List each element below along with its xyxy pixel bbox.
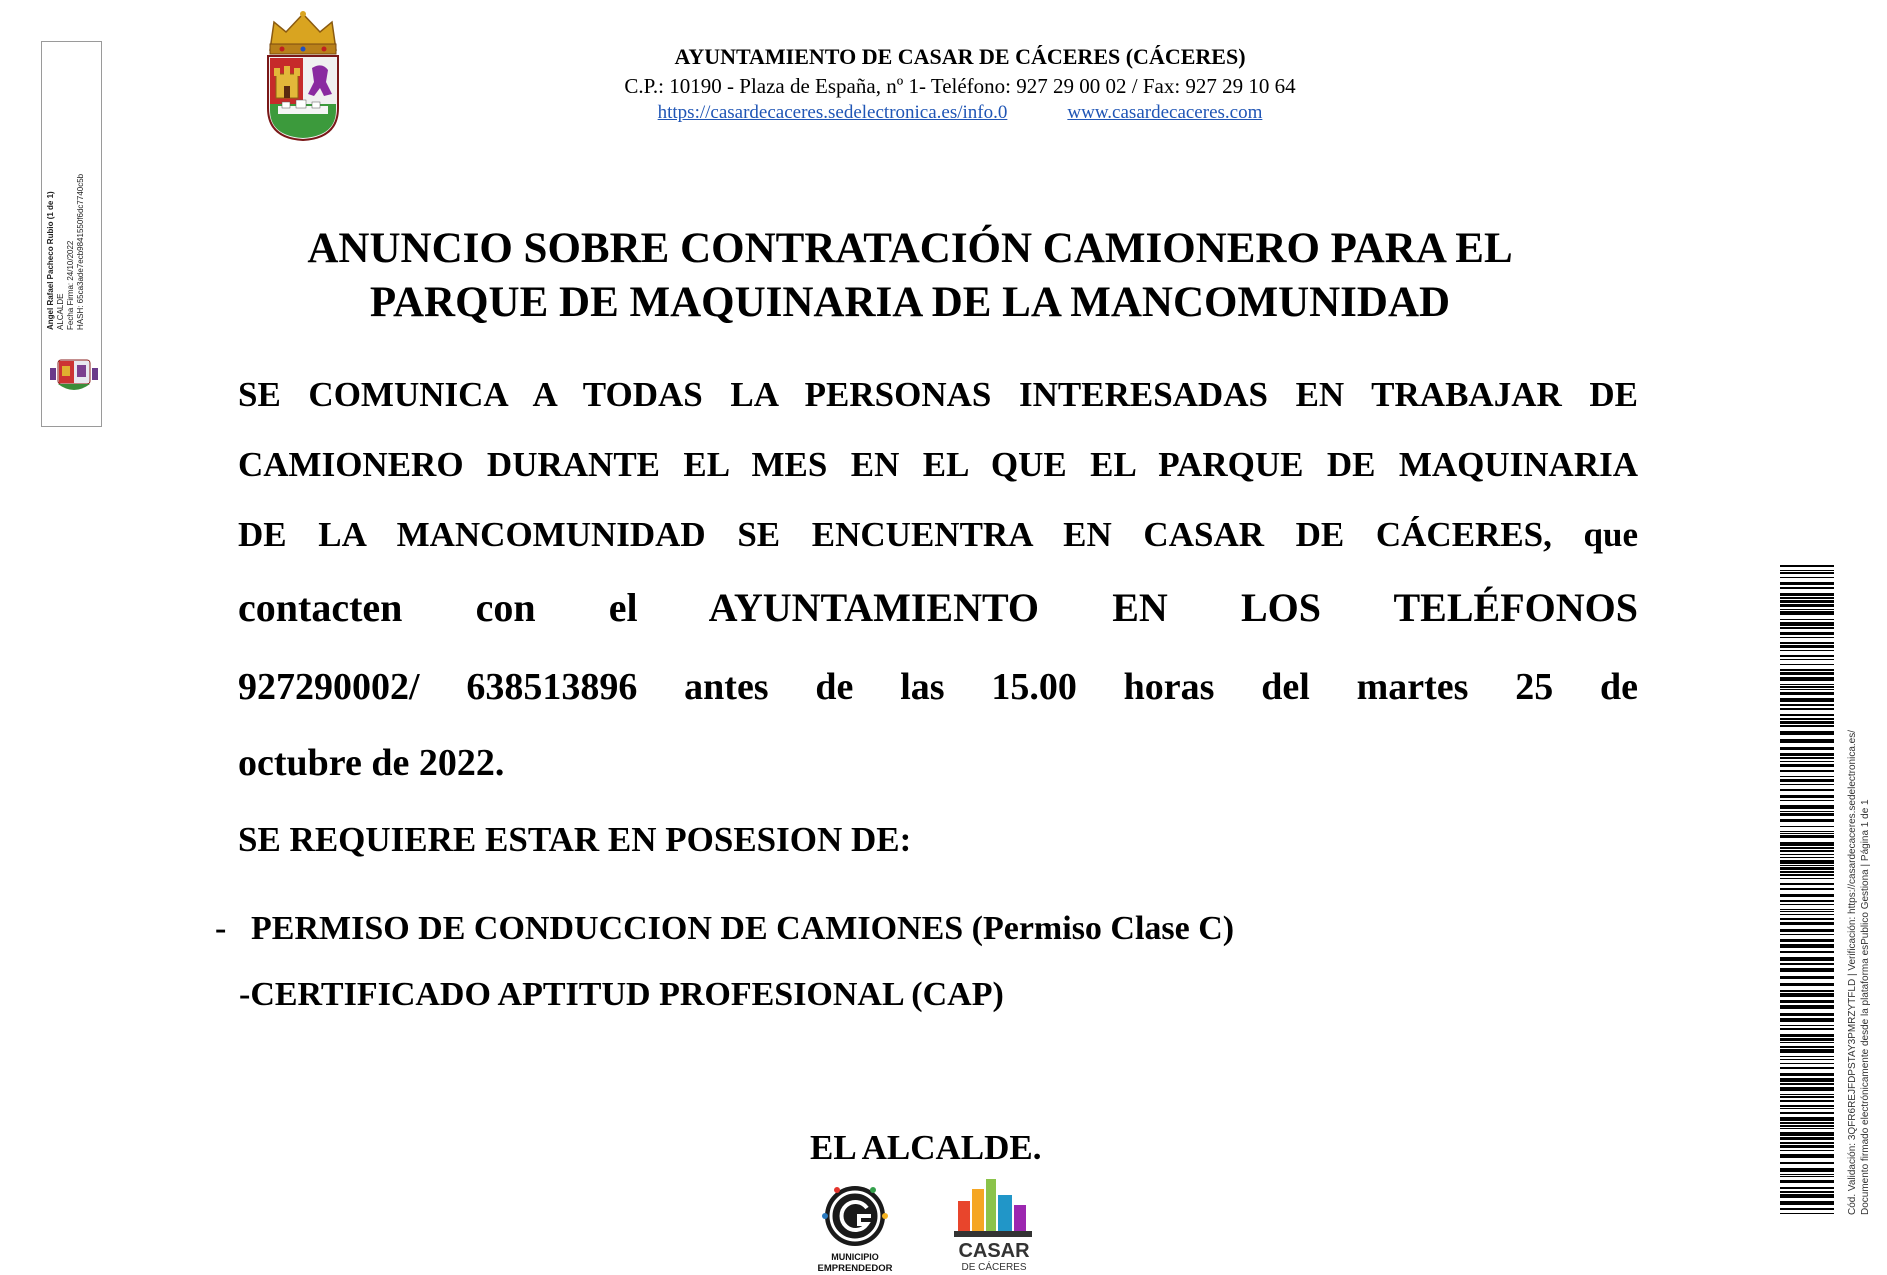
barcode-bar [1780,764,1834,767]
barcode-bar [1780,1083,1834,1085]
barcode-bar [1780,789,1834,791]
barcode-bar [1780,704,1834,706]
barcode-bar [1780,860,1834,864]
small-crest-icon [48,356,100,394]
barcode-bar [1780,659,1834,660]
barcode-bar [1780,835,1834,838]
barcode-bar [1780,968,1834,972]
body-line-5: 927290002/ 638513896 antes de las 15.00 horas del martes 25 de [238,666,1638,708]
barcode-bar [1780,911,1834,912]
barcode-bar [1780,1108,1834,1109]
barcode-bar [1780,1176,1834,1177]
barcode-bar [1780,1191,1834,1193]
municipio-emprendedor-logo [805,1178,905,1274]
barcode-bar [1780,854,1834,855]
barcode-bar [1780,604,1834,607]
barcode-bar [1780,850,1834,852]
barcode-bar [1780,1142,1834,1144]
title-line-2: PARQUE DE MAQUINARIA DE LA MANCOMUNIDAD [369,279,1451,326]
organization-name: AYUNTAMIENTO DE CASAR DE CÁCERES (CÁCERES) [674,44,1246,69]
barcode-bar [1780,689,1834,690]
barcode-bar [1780,1105,1834,1107]
logo1-line-2: EMPRENDEDOR [817,1263,893,1274]
logo2-line-1: CASAR [958,1240,1030,1262]
barcode-bar [1780,587,1834,589]
logo1-line-1: MUNICIPIO [831,1252,879,1262]
barcode-bar [1780,865,1834,866]
body-line-3: DE LA MANCOMUNIDAD SE ENCUENTRA EN CASAR DE CÁCERES, que [238,515,1638,554]
barcode-bar [1780,1208,1834,1210]
body-line-2: CAMIONERO DURANTE EL MES EN EL QUE EL PARQUE DE MAQUINARIA [238,445,1638,484]
barcode-bar [1780,1049,1834,1053]
barcode-bar [1780,990,1834,992]
logo2-line-2: DE CÁCERES [961,1262,1027,1273]
barcode-bar [1780,669,1834,671]
barcode-bar [1780,597,1834,599]
barcode-bar [1780,776,1834,777]
barcode-bar [1780,650,1834,651]
barcode-bar [1780,1000,1834,1003]
barcode-bar [1780,909,1834,910]
casar-de-caceres-logo [940,1175,1050,1275]
barcode-bar [1780,1117,1834,1121]
signoff: EL ALCALDE. [810,1128,1042,1167]
barcode-bar [1780,900,1834,902]
barcode-bar [1780,1018,1834,1022]
barcode-bar [1780,934,1834,935]
barcode-bar [1780,1180,1834,1183]
requirement-item-2: -CERTIFICADO APTITUD PROFESIONAL (CAP) [239,976,1004,1013]
barcode-bar [1780,1194,1834,1198]
barcode-bar [1780,632,1834,635]
barcode-bar [1780,708,1834,710]
barcode-bar [1780,721,1834,724]
barcode-bar [1780,761,1834,762]
barcode-bar [1780,1162,1834,1164]
barcode-bar [1780,1154,1834,1158]
barcode-bar [1780,1213,1834,1214]
barcode-bar [1780,593,1834,596]
barcode-bar [1780,983,1834,986]
requirement-item-1 [215,910,1234,948]
barcode-bar [1780,888,1834,890]
municipal-coat-of-arms-icon [262,10,344,142]
barcode-bar [1780,871,1834,873]
barcode-bar [1780,1174,1834,1175]
barcode-bar [1780,677,1834,681]
barcode-bar [1780,944,1834,948]
barcode-bar [1780,664,1834,665]
barcode-bar [1780,1038,1834,1041]
barcode-bar [1780,770,1834,772]
barcode-bar [1780,1078,1834,1082]
barcode-bar [1780,698,1834,702]
signature-info [46,150,102,330]
barcode-bar [1780,1087,1834,1091]
barcode-bar [1780,1137,1834,1140]
barcode-bar [1780,857,1834,858]
barcode-bar [1780,1201,1834,1205]
barcode-bar [1780,819,1834,822]
signature-hash: HASH: 65ca3ade7ecb9841550f6dc7740c5b [76,173,85,330]
signature-date: Fecha Firma: 24/10/2022 [66,240,75,330]
barcode-bar [1780,1096,1834,1098]
bullet-dash: - [215,910,227,947]
barcode-bar [1780,939,1834,942]
barcode-bar [1780,951,1834,953]
barcode-bar [1780,686,1834,688]
barcode-bar [1780,993,1834,997]
barcode-bar [1780,655,1834,657]
sede-electronica-link[interactable]: https://casardecaceres.sedelectronica.es/info.0 [657,102,1008,123]
barcode-bar [1780,1128,1834,1129]
signer-name: Angel Rafael Pacheco Rubio (1 de 1) [46,191,55,330]
barcode-bar [1780,1046,1834,1048]
announcement-title [210,222,1610,330]
barcode-bar [1780,878,1834,879]
barcode-bar [1780,747,1834,750]
title-line-1: ANUNCIO SOBRE CONTRATACIÓN CAMIONERO PARA EL [307,225,1513,272]
barcode-bar [1780,565,1834,567]
barcode-bar [1780,976,1834,979]
barcode-bar [1780,1042,1834,1043]
barcode-bar [1780,1100,1834,1102]
barcode-bar [1780,1025,1834,1026]
barcode-bar [1780,883,1834,885]
barcode-bar [1780,1034,1834,1037]
body-line-6: octubre de 2022. [238,742,505,784]
verification-platform-line: Documento firmado electrónicamente desde la plataforma esPublico Gestiona | Página 1 de 1 [1860,799,1871,1215]
barcode-bar [1780,1132,1834,1136]
barcode-bar [1780,718,1834,720]
announcement-body [238,370,1638,808]
barcode-bar [1780,847,1834,849]
barcode-bar [1780,582,1834,585]
barcode-bar [1780,1094,1834,1095]
barcode-bar [1780,1056,1834,1057]
barcode-bar [1780,600,1834,603]
barcode-bar [1780,645,1834,648]
website-link[interactable]: www.casardecaceres.com [1067,102,1263,123]
barcode-bar [1780,622,1834,626]
barcode-bar [1780,1168,1834,1172]
barcode-bar [1780,957,1834,961]
barcode-bar [1780,731,1834,735]
barcode-bar [1780,805,1834,809]
requirement-item-1-text: PERMISO DE CONDUCCION DE CAMIONES (Permiso Clase C) [251,910,1235,947]
barcode-bar [1780,826,1834,827]
barcode-bar [1780,1125,1834,1127]
barcode-bar [1780,577,1834,578]
barcode-bar [1780,714,1834,716]
barcode-bar [1780,1013,1834,1016]
barcode-bar [1780,637,1834,638]
barcode-bar [1780,963,1834,965]
barcode-bar [1780,1150,1834,1151]
barcode-bar [1780,784,1834,785]
barcode-bar [1780,570,1834,571]
header-links [500,102,1420,124]
barcode-bar [1780,684,1834,685]
barcode-bar [1780,619,1834,620]
barcode-bar [1780,1067,1834,1069]
barcode-bar [1780,795,1834,798]
barcode-bar [1780,1059,1834,1060]
barcode-bar [1780,1063,1834,1064]
barcode-bar [1780,672,1834,675]
barcode-bar [1780,739,1834,743]
organization-address: C.P.: 10190 - Plaza de España, nº 1- Teléfono: 927 29 00 02 / Fax: 927 29 10 64 [624,74,1296,98]
barcode-bar [1780,914,1834,915]
barcode-bar [1780,813,1834,816]
barcode-bar [1780,894,1834,897]
barcode-bar [1780,642,1834,644]
barcode-bar [1780,725,1834,727]
validation-barcode [1780,565,1834,1215]
barcode-bar [1780,874,1834,876]
barcode-bar [1780,833,1834,834]
barcode-bar [1780,572,1834,574]
barcode-bar [1780,627,1834,629]
barcode-bar [1780,692,1834,695]
barcode-bar [1780,922,1834,925]
body-line-1: SE COMUNICA A TODAS LA PERSONAS INTERESADAS EN TRABAJAR DE [238,375,1638,414]
barcode-bar [1780,867,1834,870]
requirements-heading: SE REQUIERE ESTAR EN POSESION DE: [238,820,912,859]
barcode-bar [1780,842,1834,846]
barcode-bar [1780,1073,1834,1076]
barcode-bar [1780,918,1834,920]
barcode-bar [1780,1112,1834,1114]
barcode-bar [1780,779,1834,782]
barcode-bar [1780,800,1834,801]
body-line-4: contacten con el AYUNTAMIENTO EN LOS TELÉFONOS [238,585,1638,630]
barcode-bar [1780,929,1834,932]
verification-info [1846,608,1886,1215]
barcode-bar [1780,1145,1834,1148]
barcode-bar [1780,811,1834,812]
verification-code-line: Cód. Validación: 3QFR6REJFDPSTAY3PMRZYTFLD | Verificación: https://casardecaceres.sedelectronica.es/ [1847,729,1858,1215]
barcode-bar [1780,831,1834,832]
barcode-bar [1780,1122,1834,1124]
barcode-bar [1780,1187,1834,1189]
barcode-bar [1780,904,1834,905]
signer-role: ALCALDE [56,293,65,330]
barcode-bar [1780,753,1834,756]
barcode-bar [1780,611,1834,615]
barcode-bar [1780,757,1834,759]
barcode-bar [1780,1005,1834,1009]
barcode-bar [1780,1028,1834,1030]
barcode-bar [1780,609,1834,610]
